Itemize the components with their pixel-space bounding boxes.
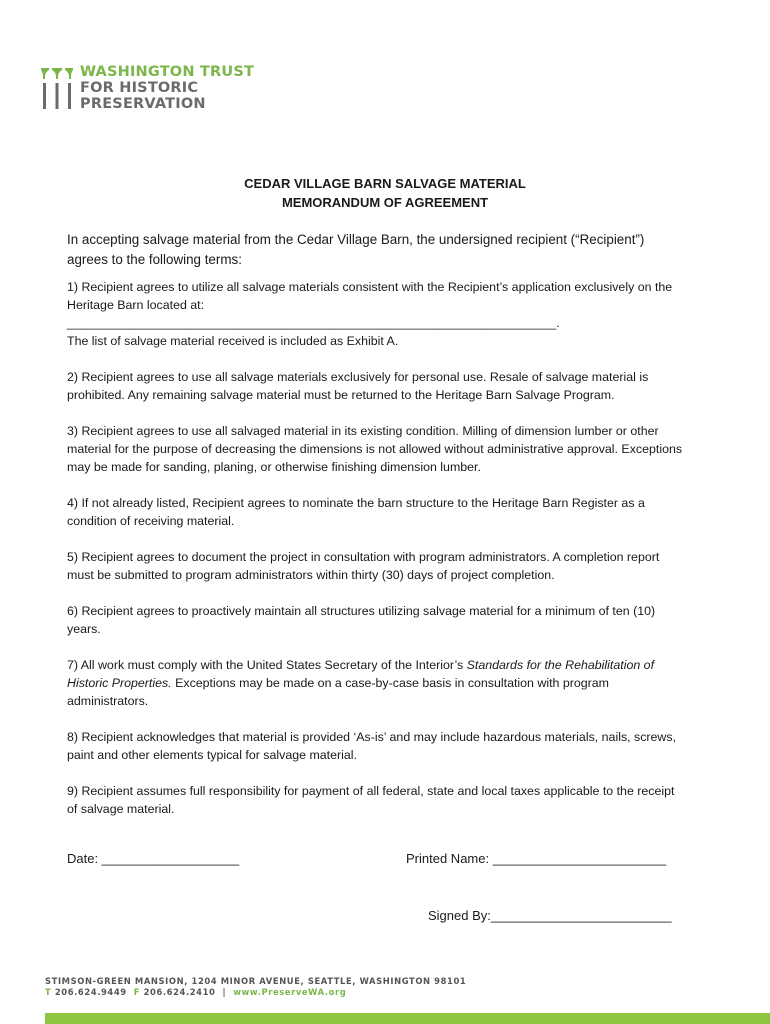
term-4: 4) If not already listed, Recipient agrees to nominate the barn structure to the Heritage Barn Register as a condition of receiving material. (67, 496, 645, 528)
term-5: 5) Recipient agrees to document the project in consultation with program administrators. A completion report must be submitted to program administrators within thirty (30) days of project completion. (67, 550, 660, 582)
term-6: 6) Recipient agrees to proactively maintain all structures utilizing salvage material for a minimum of ten (10) years. (67, 604, 656, 636)
logo-line-3: PRESERVATION (80, 96, 206, 112)
term-1 (67, 278, 687, 350)
organization-logo (40, 64, 270, 114)
agreement-body (67, 230, 687, 836)
date-field: Date: ___________________ (67, 851, 240, 866)
signed-by-field: Signed By:_________________________ (428, 908, 672, 923)
footer-phones (45, 987, 466, 998)
footer-accent-bar (45, 1013, 770, 1024)
term-7-text: 7) All work must comply with the United States Secretary of the Interior’s (67, 658, 467, 672)
logo-line-1: WASHINGTON TRUST (80, 64, 255, 80)
term-7-exceptions: Exceptions may be made on a case-by-case basis in consultation with program administrators. (67, 676, 610, 708)
term-8: 8) Recipient acknowledges that material is provided ‘As-is’ and may include hazardous materials, nails, screws, paint and other elements typical for salvage material. (67, 730, 677, 762)
title-line-1: CEDAR VILLAGE BARN SALVAGE MATERIAL (244, 176, 526, 191)
term-3: 3) Recipient agrees to use all salvaged material in its existing condition. Milling of dimension lumber or other material for the purpose of decreasing the dimensions is not allowed without administrative approval. Exceptions may be made for sanding, planing, or otherwise finishing dimension lumber. (67, 424, 683, 474)
logo-line-2: FOR HISTORIC (80, 80, 199, 96)
document-title (0, 174, 770, 212)
logo-wordmark (80, 64, 254, 112)
columns-logo-icon (40, 66, 74, 110)
term-7-standards-title: Standards for the Rehabilitation of Historic Properties. (67, 658, 655, 690)
footer-address: STIMSON-GREEN MANSION, 1204 MINOR AVENUE, SEATTLE, WASHINGTON 98101 (45, 976, 467, 986)
term-7 (67, 656, 687, 710)
term-1-exhibit-note: The list of salvage material received is included as Exhibit A. (67, 334, 399, 348)
term-1-address-line: _______________________________________________________________________. (67, 316, 560, 330)
term-9: 9) Recipient assumes full responsibility for payment of all federal, state and local taxes applicable to the receipt of salvage material. (67, 784, 675, 816)
phone-number: 206.624.9449 (54, 987, 127, 997)
footer-separator: | (222, 987, 227, 997)
fax-label: F (133, 987, 141, 997)
term-1-text: 1) Recipient agrees to utilize all salvage materials consistent with the Recipient’s application exclusively on the Heritage Barn located at: (67, 280, 673, 312)
printed-name-field: Printed Name: ________________________ (406, 851, 667, 866)
title-line-2: MEMORANDUM OF AGREEMENT (281, 195, 489, 210)
term-2: 2) Recipient agrees to use all salvage materials exclusively for personal use. Resale of salvage material is prohibited. Any remaining salvage material must be returned to the Heritage Barn Salvage Program. (67, 370, 649, 402)
footer-contact (45, 976, 466, 998)
phone-label: T (45, 987, 52, 997)
fax-number: 206.624.2410 (143, 987, 216, 997)
website-link[interactable]: www.PreserveWA.org (233, 987, 347, 997)
intro-paragraph: In accepting salvage material from the Cedar Village Barn, the undersigned recipient (“Recipient”) agrees to the following terms: (67, 232, 645, 267)
